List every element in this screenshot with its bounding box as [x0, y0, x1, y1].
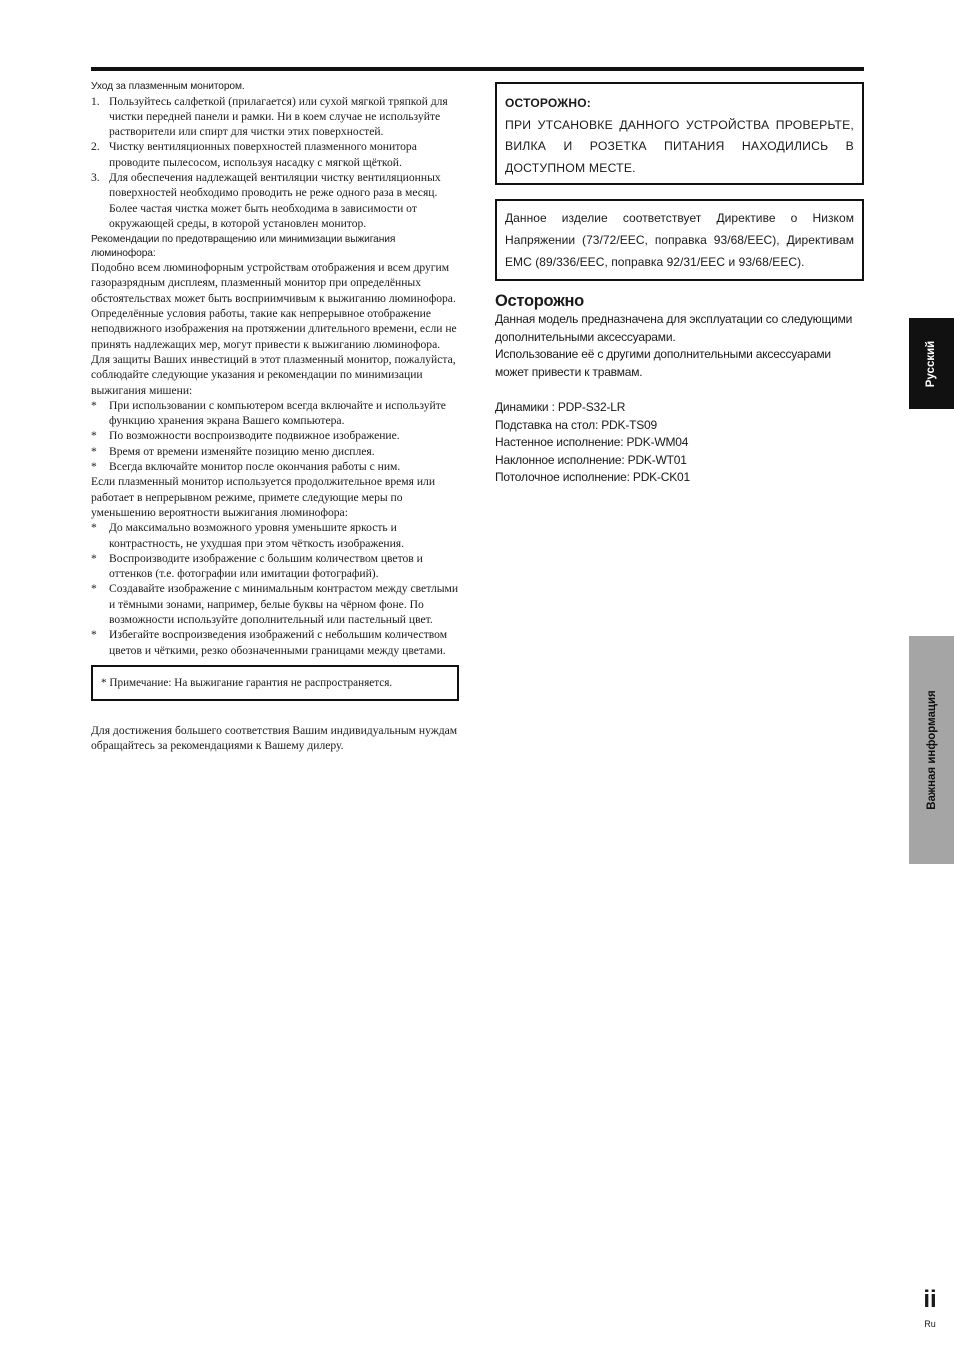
list-item — [91, 520, 459, 551]
accessory-item: Настенное исполнение: PDK-WM04 — [495, 435, 689, 450]
list-item-text: Создавайте изображение с минимальным контрастом между светлыми и тёмными зонами, например, белые буквы на чёрном фоне. По возможности используйте дополнительный или пастельный цвет. — [109, 582, 459, 626]
list-item — [91, 94, 459, 140]
list-item-text: Воспроизводите изображение с большим количеством цветов и оттенков (т.е. фотографии или имитации фотографий). — [109, 551, 423, 581]
list-marker: * — [91, 628, 97, 642]
list-marker: * — [91, 444, 97, 458]
top-rule — [91, 67, 864, 71]
list-marker: * — [91, 551, 97, 565]
list-item — [91, 551, 459, 582]
burnin-intro: Подобно всем люминофорным устройствам отображения и всем другим газоразрядным дисплеям, плазменный монитор при определённых обстоятельствах может быть восприимчивым к выжиганию люминофора. Определённые условия работы, такие как непрерывное отображение неподвижного изображения на протяжении длительного времени, если не принять надлежащих мер, могут привести к выжиганию люминофора. Для защиты Ваших инвестиций в этот плазменный монитор, пожалуйста, соблюдайте следующие указания и рекомендации по минимизации выжигания мишени: — [91, 261, 457, 397]
care-list — [91, 94, 459, 232]
list-item — [91, 459, 459, 474]
list-item — [91, 627, 459, 658]
list-marker: * — [91, 521, 97, 535]
list-item-text: Для обеспечения надлежащей вентиляции чистку вентиляционных поверхностей необходимо проводить не реже одного раза в месяц. Более частая чистка может быть необходима в зависимости от окружающей среды, в которой установлен монитор. — [109, 170, 441, 230]
language-tab — [909, 318, 954, 409]
list-marker: 1. — [91, 94, 100, 108]
list-item-text: При использовании с компьютером всегда включайте и используйте функцию хранения экрана Вашего компьютера. — [109, 398, 446, 428]
list-item-text: По возможности воспроизводите подвижное изображение. — [109, 429, 400, 443]
directive-box — [495, 199, 864, 281]
warning-box — [495, 82, 864, 185]
list-item — [91, 581, 459, 627]
section-tab-label: Важная информация — [925, 690, 938, 810]
list-marker: 2. — [91, 140, 100, 154]
list-marker: * — [91, 460, 97, 474]
closing-paragraph: Для достижения большего соответствия Вашим индивидуальным нуждам обращайтесь за рекомендациями к Вашему дилеру. — [91, 723, 458, 753]
list-item-text: До максимально возможного уровня уменьшите яркость и контрастность, не ухудшая при этом чёткость изображения. — [109, 521, 405, 550]
warning-text: ПРИ УТСАНОВКЕ ДАННОГО УСТРОЙСТВА ПРОВЕРЬТЕ, ВИЛКА И РОЗЕТКА ПИТАНИЯ НАХОДИЛИСЬ В ДОСТУПНОМ МЕСТЕ. — [505, 117, 854, 175]
list-marker: 3. — [91, 170, 100, 184]
directive-text: Данное изделие соответствует Директиве о Низком Напряжении (73/72/EEC, поправка 93/68/EEC), Директивам EMC (89/336/EEC, поправка 92/31/EEC и 93/68/EEC). — [505, 211, 854, 269]
list-item-text: Пользуйтесь салфеткой (прилагается) или сухой мягкой тряпкой для чистки передней панели и рамки. Ни в коем случае не используйте растворители или спирт для чистки этих поверхностей. — [109, 94, 448, 139]
accessory-item: Динамики : PDP-S32-LR — [495, 399, 626, 414]
page-language-code: Ru — [924, 1319, 936, 1329]
list-marker: * — [91, 429, 97, 443]
burnin-title: Рекомендации по предотвращению или минимизации выжигания люминофора: — [91, 234, 396, 259]
caution-text-2: Использование её с другими дополнительными аксессуарами может привести к травмам. — [495, 347, 831, 379]
list-item-text: Чистку вентиляционных поверхностей плазменного монитора проводите пылесосом, используя насадку с мягкой щёткой. — [109, 140, 417, 169]
list-item-text: Время от времени изменяйте позицию меню дисплея. — [109, 444, 375, 458]
warning-title: ОСТОРОЖНО: — [505, 96, 591, 110]
list-item — [91, 139, 459, 170]
page-number: ii — [923, 1286, 937, 1313]
burnin-list-1 — [91, 398, 459, 474]
right-column — [495, 82, 864, 487]
list-item — [91, 398, 459, 429]
accessory-list — [495, 399, 864, 487]
list-item — [91, 444, 459, 459]
left-column — [91, 80, 459, 753]
language-tab-label: Русский — [925, 340, 938, 387]
accessory-item: Потолочное исполнение: PDK-CK01 — [495, 470, 690, 485]
caution-text-1: Данная модель предназначена для эксплуатации со следующими дополнительными аксессуарами. — [495, 312, 853, 344]
caution-heading: Осторожно — [495, 292, 584, 310]
list-marker: * — [91, 582, 97, 596]
accessory-item: Подставка на стол: PDK-TS09 — [495, 417, 657, 432]
list-marker: * — [91, 398, 97, 412]
warranty-note-box — [91, 665, 459, 701]
list-item-text: Всегда включайте монитор после окончания работы с ним. — [109, 460, 401, 474]
accessory-item: Наклонное исполнение: PDK-WT01 — [495, 452, 687, 467]
list-item — [91, 428, 459, 443]
list-item — [91, 170, 459, 231]
list-item-text: Избегайте воспроизведения изображений с небольшим количеством цветов и чёткими, резко обозначенными границами между цветами. — [109, 628, 448, 657]
section-tab — [909, 636, 954, 864]
warranty-note: * Примечание: На выжигание гарантия не распространяется. — [101, 676, 393, 689]
burnin-mid: Если плазменный монитор используется продолжительное время или работает в непрерывном режиме, примете следующие меры по уменьшению вероятности выжигания люминофора: — [91, 475, 436, 519]
burnin-list-2 — [91, 520, 459, 658]
care-title: Уход за плазменным монитором. — [91, 81, 245, 92]
